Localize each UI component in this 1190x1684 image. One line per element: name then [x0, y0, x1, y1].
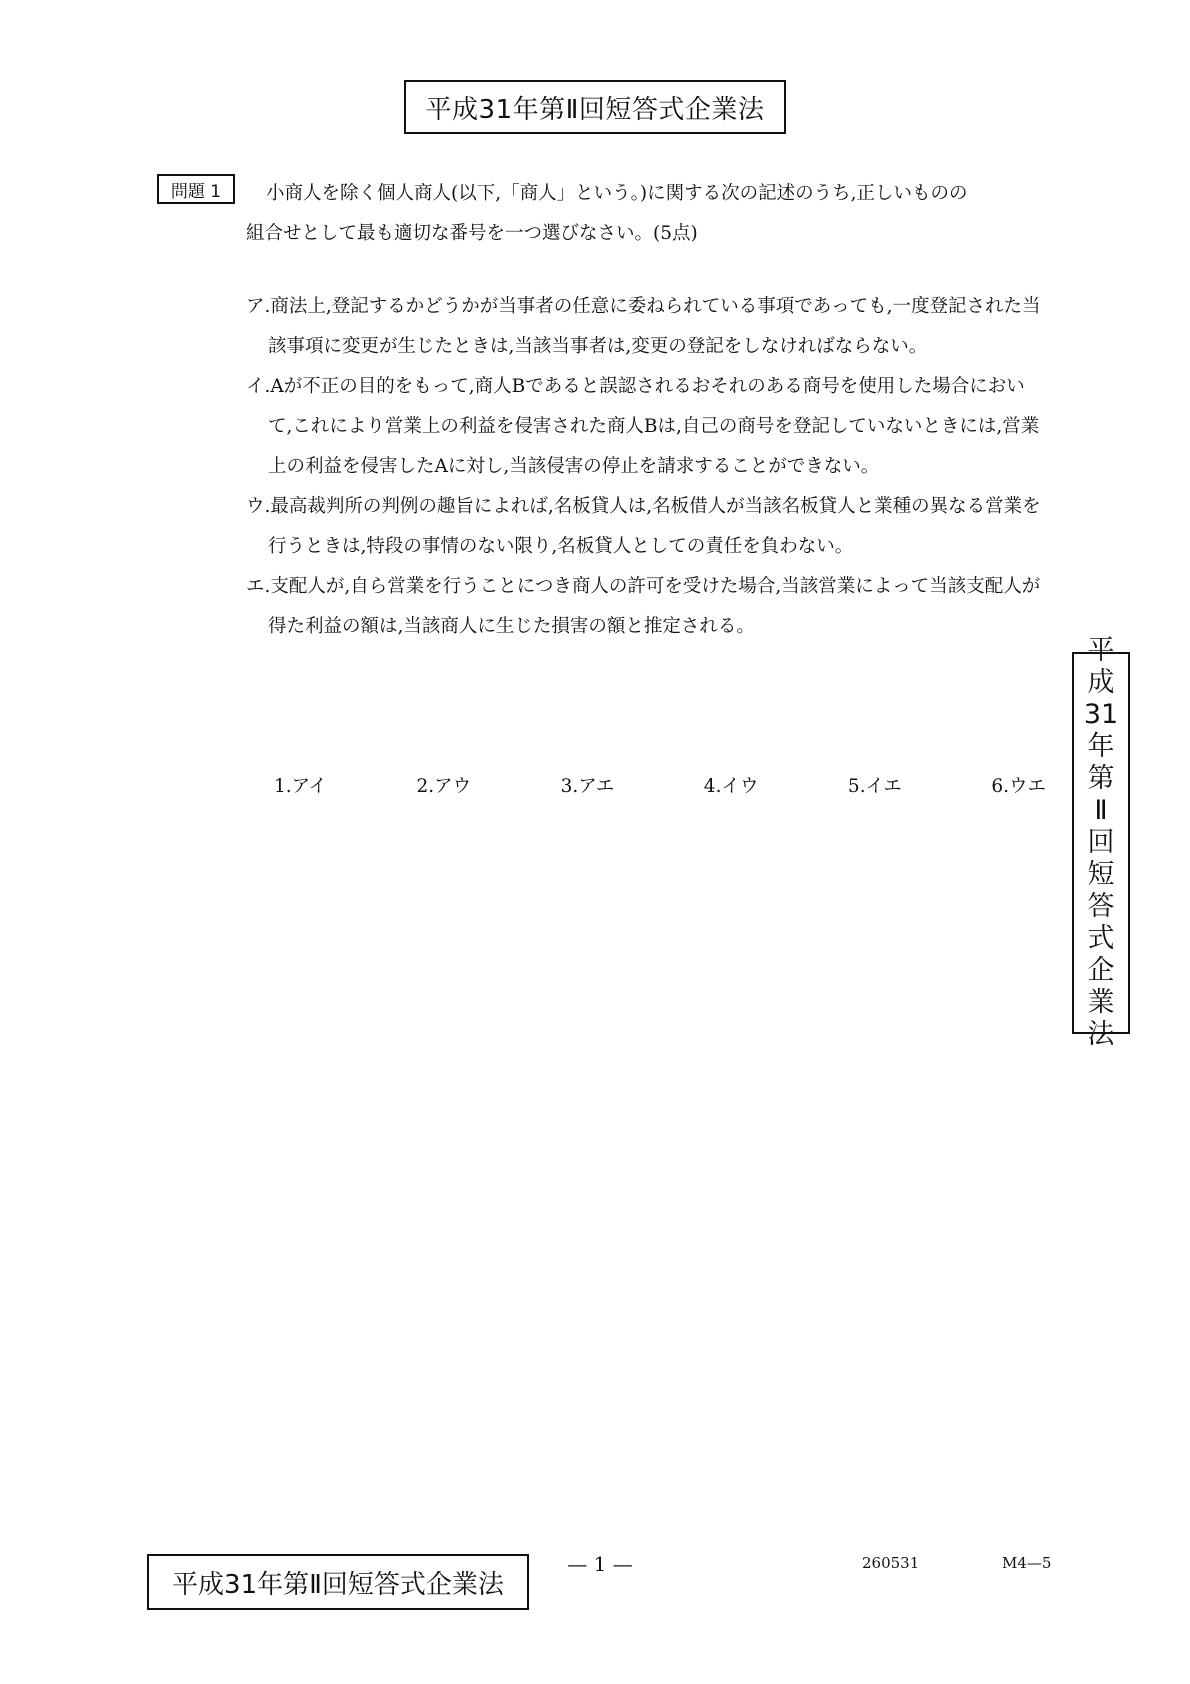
document-code: 260531	[862, 1554, 920, 1572]
page-number: — 1 —	[567, 1552, 633, 1576]
side-tab-char: 31	[1083, 699, 1119, 730]
choice-2: 2.アウ	[416, 776, 472, 797]
statement-e: エ.支配人が,自ら営業を行うことにつき商人の許可を受けた場合,当該営業によって当該支配人が得た利益の額は,当該商人に生じた損害の額と推定される。	[246, 576, 1041, 637]
side-tab-char: 式	[1087, 923, 1115, 954]
side-tab-char: 回	[1087, 827, 1115, 858]
question-label: 問題 1	[157, 174, 235, 204]
choice-5: 5.イエ	[847, 776, 902, 797]
statement-i: イ.Aが不正の目的をもって,商人Bであると誤認されるおそれのある商号を使用した場合において,これにより営業上の利益を侵害された商人Bは,自己の商号を登記していないときには,営業上の利益を侵害したAに対し,当該侵害の停止を請求することができない。	[246, 376, 1040, 477]
footer-title: 平成31年第Ⅱ回短答式企業法	[147, 1554, 529, 1610]
side-tab-char: 答	[1087, 891, 1115, 922]
side-tab-char: 法	[1087, 1019, 1115, 1050]
statement-u: ウ.最高裁判所の判例の趣旨によれば,名板貸人は,名板借人が当該名板貸人と業種の異なる営業を行うときは,特段の事情のない限り,名板貸人としての責任を負わない。	[246, 496, 1041, 557]
choice-1: 1.アイ	[274, 776, 327, 797]
question-text-line1: 小商人を除く個人商人(以下,「商人」という。)に関する次の記述のうち,正しいものの	[266, 183, 968, 204]
statement-list	[246, 287, 1046, 647]
side-tab-char: 年	[1087, 731, 1115, 762]
side-tab-char: Ⅱ	[1094, 795, 1108, 826]
choice-6: 6.ウエ	[991, 776, 1046, 797]
answer-choices	[274, 767, 1046, 807]
side-tab-char: 短	[1087, 859, 1115, 890]
document-code-secondary: M4—5	[1002, 1554, 1052, 1572]
side-tab-title	[1072, 635, 1130, 1050]
choice-4: 4.イウ	[703, 776, 759, 797]
question-text	[246, 174, 1046, 254]
statement-a: ア.商法上,登記するかどうかが当事者の任意に委ねられている事項であっても,一度登記された当該事項に変更が生じたときは,当該当事者は,変更の登記をしなければならない。	[246, 296, 1041, 357]
question-text-line2: 組合せとして最も適切な番号を一つ選びなさい。(5点)	[246, 223, 698, 244]
side-tab-char: 成	[1087, 667, 1115, 698]
choice-3: 3.アエ	[560, 776, 615, 797]
side-tab-char: 業	[1087, 987, 1115, 1018]
page-title: 平成31年第Ⅱ回短答式企業法	[404, 80, 786, 134]
side-tab-char: 平	[1087, 635, 1115, 666]
side-tab-char: 企	[1087, 955, 1115, 986]
side-tab-char: 第	[1087, 763, 1115, 794]
